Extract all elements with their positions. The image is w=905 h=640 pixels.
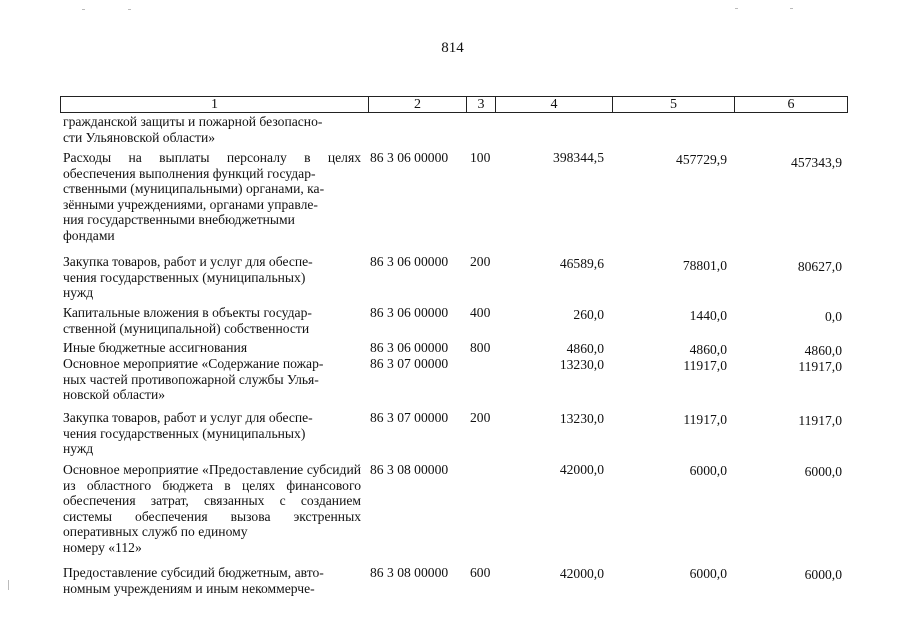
row-value-5: 6000,0: [689, 566, 727, 581]
page-number: 814: [441, 40, 464, 56]
row-kvr: 600: [470, 565, 491, 580]
row-value-6: 11917,0: [798, 413, 842, 428]
row-name: Капитальные вложения в объекты государ- ственной (муниципальной) собственности: [63, 305, 312, 336]
row-value-5: 78801,0: [682, 258, 727, 273]
row-kvr: 200: [470, 254, 491, 269]
row-name: Расходы на выплаты персоналу в целях обеспечения выполнения функций государ- ственными (муниципальными) органами, ка- зёнными учреждениями, органами управле- ния государственными внебюджетными фондами: [63, 150, 361, 243]
row-kvr: 400: [470, 305, 491, 320]
header-col-3: 3: [467, 97, 496, 112]
row-value-4: 42000,0: [559, 462, 604, 477]
row-value-5: 1440,0: [689, 308, 727, 323]
row-value-4: 260,0: [573, 307, 604, 322]
scan-speck: [8, 580, 9, 590]
row-value-5: 4860,0: [689, 342, 727, 357]
row-code: 86 3 06 00000: [370, 305, 449, 320]
scan-speck: [735, 8, 738, 9]
row-value-4: 46589,6: [559, 256, 604, 271]
row-value-6: 4860,0: [804, 343, 842, 358]
header-col-4: 4: [496, 97, 613, 112]
scan-speck: [128, 9, 131, 10]
row-name: Закупка товаров, работ и услуг для обеспе- чения государственных (муниципальных) нужд: [63, 254, 313, 301]
row-kvr: 100: [470, 150, 491, 165]
row-value-4: 13230,0: [559, 357, 604, 372]
row-name: гражданской защиты и пожарной безопасно- сти Ульяновской области»: [63, 114, 323, 145]
row-kvr: 800: [470, 340, 491, 355]
row-value-4: 398344,5: [553, 150, 604, 165]
row-value-5: 11917,0: [683, 412, 727, 427]
row-kvr: 200: [470, 410, 491, 425]
scan-speck: [82, 9, 85, 10]
row-code: 86 3 08 00000: [370, 462, 449, 477]
row-code: 86 3 06 00000: [370, 254, 449, 269]
row-name: Предоставление субсидий бюджетным, авто- номным учреждениям и иным некоммерче-: [63, 565, 324, 596]
row-value-4: 42000,0: [559, 566, 604, 581]
row-code: 86 3 07 00000: [370, 356, 449, 371]
header-col-2: 2: [369, 97, 467, 112]
row-value-6: 11917,0: [798, 359, 842, 374]
row-name: Основное мероприятие «Содержание пожар- ных частей противопожарной службы Улья- новской области»: [63, 356, 324, 403]
row-name: Иные бюджетные ассигнования: [63, 340, 248, 355]
row-value-5: 457729,9: [676, 152, 727, 167]
header-col-5: 5: [613, 97, 735, 112]
row-code: 86 3 06 00000: [370, 150, 449, 165]
row-value-6: 457343,9: [791, 155, 842, 170]
row-value-6: 80627,0: [797, 259, 842, 274]
header-col-6: 6: [787, 97, 795, 112]
row-code: 86 3 07 00000: [370, 410, 449, 425]
row-value-4: 13230,0: [559, 411, 604, 426]
row-code: 86 3 06 00000: [370, 340, 449, 355]
row-name: Основное мероприятие «Предоставление субсидий из областного бюджета в целях финансового обеспечения затрат, связанных с созданием системы обеспечения вызова экстренных оперативных служб по единому номеру «112»: [63, 462, 361, 555]
row-code: 86 3 08 00000: [370, 565, 449, 580]
table-header-row: [60, 96, 848, 113]
row-value-6: 6000,0: [804, 464, 842, 479]
row-value-4: 4860,0: [566, 341, 604, 356]
row-value-6: 0,0: [825, 309, 842, 324]
row-value-6: 6000,0: [804, 567, 842, 582]
row-value-5: 11917,0: [683, 358, 727, 373]
header-col-1: 1: [61, 97, 369, 112]
scan-speck: [790, 8, 793, 9]
row-value-5: 6000,0: [689, 463, 727, 478]
row-name: Закупка товаров, работ и услуг для обеспе- чения государственных (муниципальных) нужд: [63, 410, 313, 457]
